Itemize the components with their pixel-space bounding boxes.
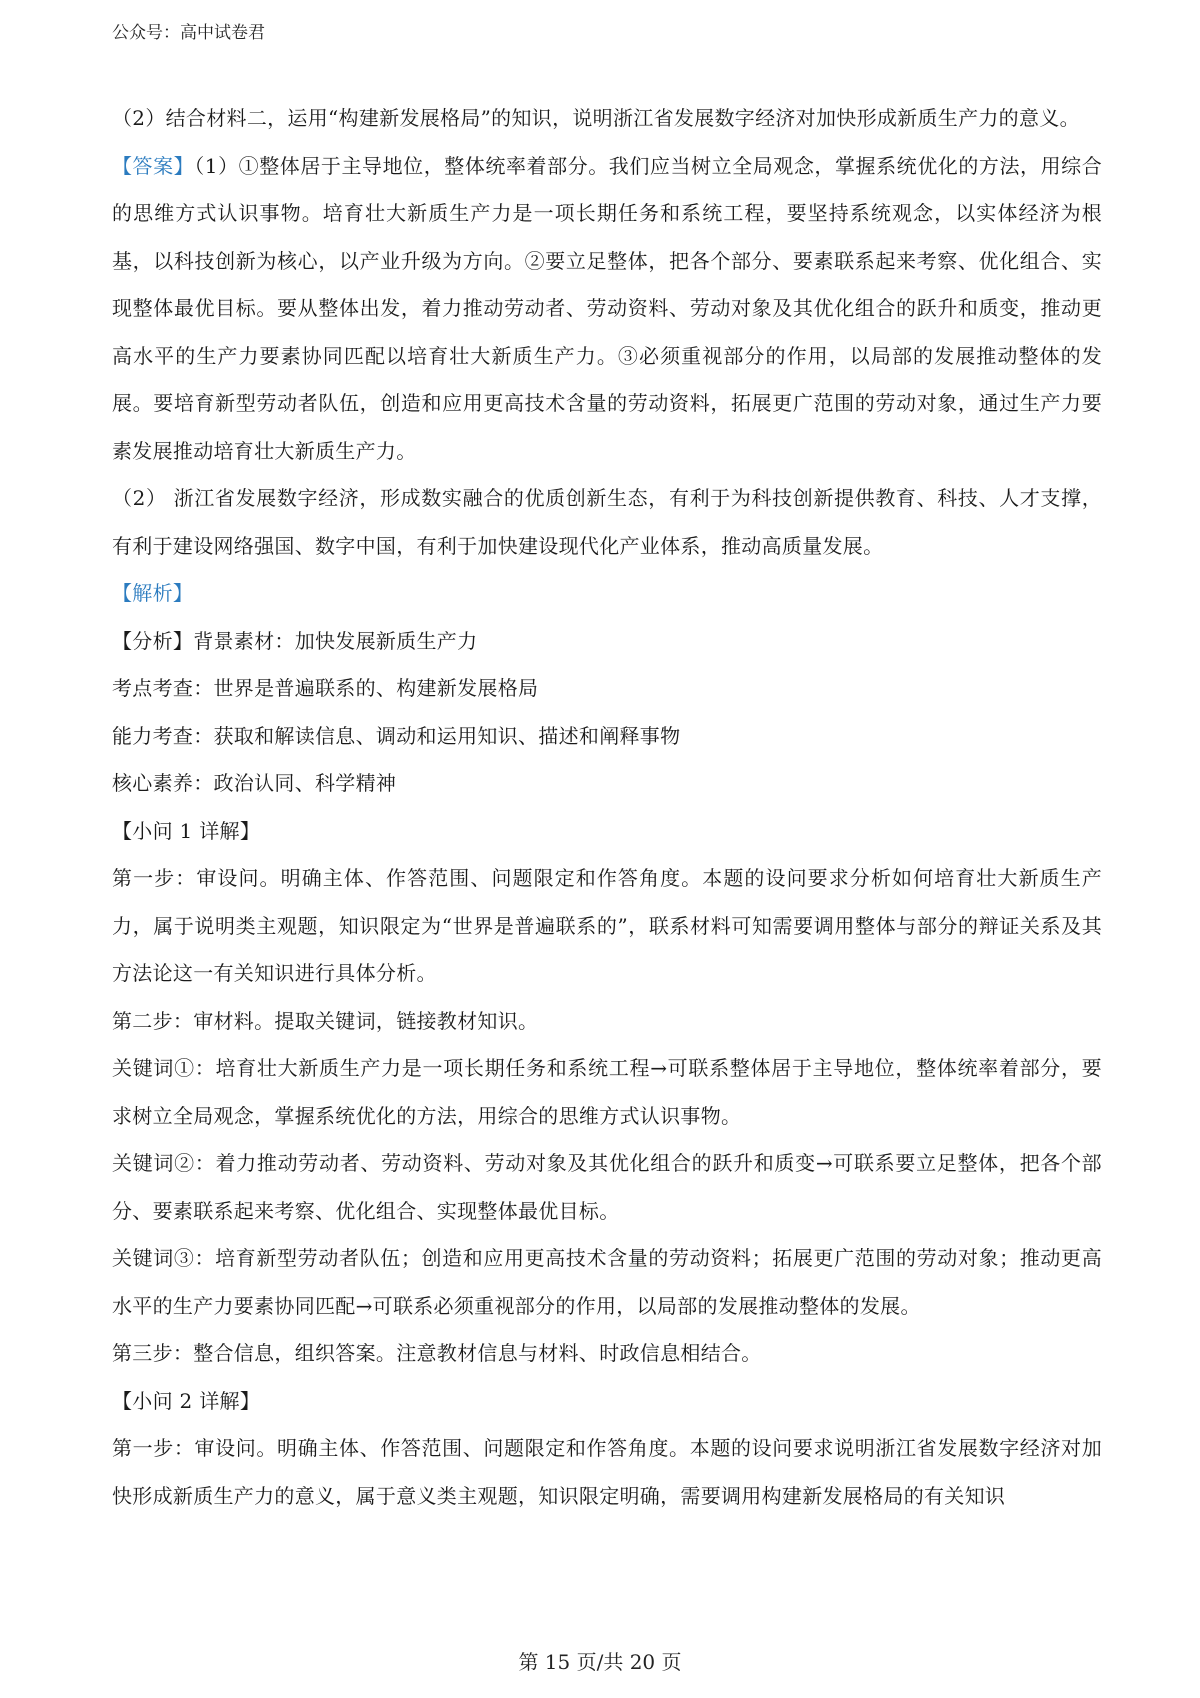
sub1-step3: 第三步：整合信息，组织答案。注意教材信息与材料、时政信息相结合。 xyxy=(112,1341,762,1365)
sub2-step1: 第一步：审设问。明确主体、作答范围、问题限定和作答角度。本题的设问要求说明浙江省发展数字经济对加快形成新质生产力的意义，属于意义类主观题，知识限定明确，需要调用构建新发展格局的有关知识 xyxy=(112,1436,1102,1508)
analysis-tag: 【解析】 xyxy=(112,581,194,605)
page-header-source: 公众号：高中试卷君 xyxy=(112,23,265,43)
page-footer-number: 第 15 页/共 20 页 xyxy=(518,1650,682,1674)
analysis-points: 考点考查：世界是普遍联系的、构建新发展格局 xyxy=(112,676,539,700)
answer-part-1 xyxy=(112,143,1102,476)
analysis-ability: 能力考查：获取和解读信息、调动和运用知识、描述和阐释事物 xyxy=(112,723,681,748)
answer-tag: 【答案】 xyxy=(112,153,195,178)
sub1-keyword-3: 关键词③：培育新型劳动者队伍；创造和应用更高技术含量的劳动资料；拓展更广范围的劳动对象；推动更高水平的生产力要素协同匹配→可联系必须重视部分的作用，以局部的发展推动整体的发展。 xyxy=(112,1246,1102,1318)
sub1-step1: 第一步：审设问。明确主体、作答范围、问题限定和作答角度。本题的设问要求分析如何培育壮大新质生产力，属于说明类主观题，知识限定为“世界是普遍联系的”，联系材料可知需要调用整体与部分的辩证关系及其方法论这一有关知识进行具体分析。 xyxy=(112,866,1102,985)
answer-part-1-text: （1）①整体居于主导地位，整体统率着部分。我们应当树立全局观念，掌握系统优化的方法，用综合的思维方式认识事物。培育壮大新质生产力是一项长期任务和系统工程，要坚持系统观念，以实体经济为根基，以科技创新为核心，以产业升级为方向。②要立足整体，把各个部分、要素联系起来考察、优化组合、实现整体最优目标。要从整体出发，着力推动劳动者、劳动资料、劳动对象及其优化组合的跃升和质变，推动更高水平的生产力要素协同匹配以培育壮大新质生产力。③必须重视部分的作用，以局部的发展推动整体的发展。要培育新型劳动者队伍，创造和应用更高技术含量的劳动资料，拓展更广范围的劳动对象，通过生产力要素发展推动培育壮大新质生产力。 xyxy=(112,153,1102,463)
sub1-keyword-1: 关键词①：培育壮大新质生产力是一项长期任务和系统工程→可联系整体居于主导地位，整体统率着部分，要求树立全局观念，掌握系统优化的方法，用综合的思维方式认识事物。 xyxy=(112,1056,1102,1128)
analysis-literacy: 核心素养：政治认同、科学精神 xyxy=(112,771,397,795)
analysis-background: 【分析】背景素材：加快发展新质生产力 xyxy=(112,628,478,653)
sub2-title: 【小问 2 详解】 xyxy=(112,1388,261,1413)
question-2: （2）结合材料二，运用“构建新发展格局”的知识，说明浙江省发展数字经济对加快形成新质生产力的意义。 xyxy=(112,106,1080,130)
sub1-step2: 第二步：审材料。提取关键词，链接教材知识。 xyxy=(112,1008,539,1033)
sub1-keyword-2: 关键词②：着力推动劳动者、劳动资料、劳动对象及其优化组合的跃升和质变→可联系要立足整体，把各个部分、要素联系起来考察、优化组合、实现整体最优目标。 xyxy=(112,1151,1102,1223)
answer-part-2: （2） 浙江省发展数字经济，形成数实融合的优质创新生态，有利于为科技创新提供教育、科技、人才支撑，有利于建设网络强国、数字中国，有利于加快建设现代化产业体系，推动高质量发展。 xyxy=(112,486,1102,558)
document-body xyxy=(112,95,1102,1520)
sub1-title: 【小问 1 详解】 xyxy=(112,818,261,843)
